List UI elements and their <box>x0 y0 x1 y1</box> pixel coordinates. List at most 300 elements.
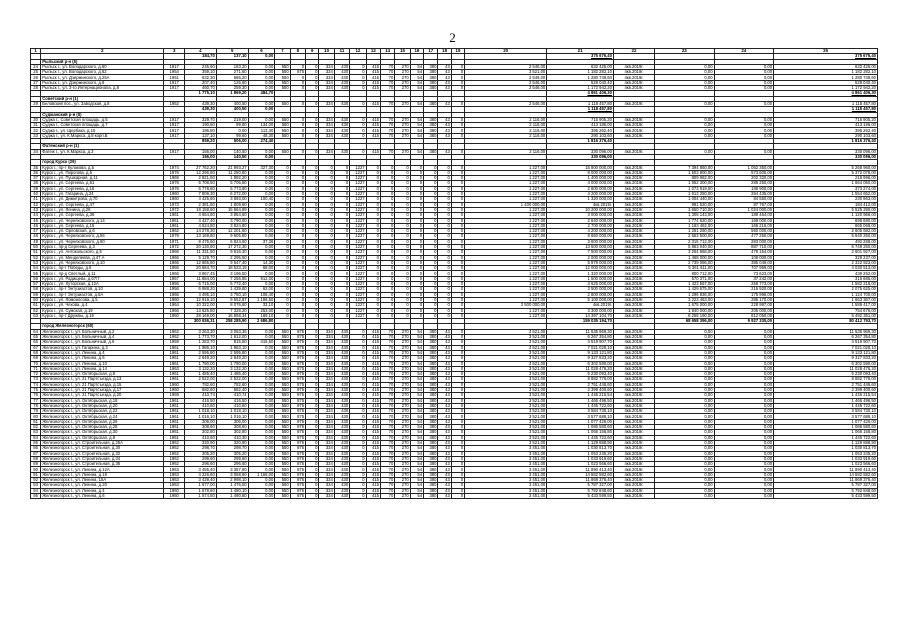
table-cell: 570 371,00 <box>655 276 715 281</box>
address-cell: Железногорск г., ул. Строительная, д.36 <box>41 462 164 467</box>
table-cell: 1 227,00 <box>465 271 547 276</box>
table-cell: 7 809,30 <box>184 192 216 197</box>
table-cell: 4кв.2019г. <box>613 297 654 302</box>
table-cell: 2 295,50 <box>216 255 248 260</box>
table-cell: 52 <box>31 255 41 260</box>
table-cell: 0,00 <box>248 223 275 228</box>
table-cell: 270 <box>395 80 410 85</box>
table-cell: 3 132,20 <box>184 366 216 371</box>
table-cell: 3 521,00 <box>465 403 547 408</box>
table-cell: 0,00 <box>248 170 275 175</box>
table-cell: 0 <box>306 266 319 271</box>
table-cell: 1 869,20 <box>216 91 248 96</box>
table-cell: 11 028 476,20 <box>547 366 614 371</box>
table-cell: 0 <box>275 297 290 302</box>
table-cell: 4кв.2019г. <box>613 266 654 271</box>
table-cell: 70 <box>380 64 394 69</box>
table-cell: 1227 <box>350 313 366 318</box>
table-cell: 4кв.2019г. <box>613 329 654 334</box>
table-cell: 1961 <box>164 377 185 382</box>
table-cell: 43 <box>438 409 451 414</box>
table-cell: 4кв.2019г. <box>613 165 654 170</box>
table-cell: 0,00 <box>714 340 774 345</box>
table-cell: 0 <box>306 186 319 191</box>
table-cell: 5 792 848,60 <box>774 488 878 493</box>
table-cell: 0 <box>410 271 423 276</box>
table-cell: 70 <box>380 340 394 345</box>
table-cell: 0 <box>334 192 349 197</box>
table-cell: 2 605 682,00 <box>774 229 878 234</box>
table-cell: 3 521,00 <box>465 414 547 419</box>
table-cell: 0,00 <box>655 398 715 403</box>
table-cell: 4кв.2019г. <box>613 340 654 345</box>
table-cell: 1227 <box>350 250 366 255</box>
table-cell: 415 <box>366 393 380 398</box>
table-cell: 1961 <box>164 425 185 430</box>
table-cell: 54 <box>410 403 423 408</box>
table-cell: 0 <box>334 234 349 239</box>
table-cell: 0 <box>380 197 394 202</box>
table-cell: 15 664,89 <box>216 207 248 212</box>
table-cell: 439 252,00 <box>774 271 878 276</box>
table-cell: 1 023 566,60 <box>774 462 878 467</box>
table-cell: 169,10 <box>248 313 275 318</box>
table-cell: 70 <box>380 117 394 122</box>
table-cell: 302,80 <box>184 430 216 435</box>
table-cell: 0 <box>290 266 305 271</box>
table-cell: 0 <box>424 192 438 197</box>
address-cell: Курск г., пр-т Дружбы, д.19 <box>41 313 164 318</box>
table-cell: 334 <box>319 488 334 493</box>
table-cell: 0 <box>410 186 423 191</box>
table-cell: 95 <box>31 493 41 498</box>
table-cell: 271,60 <box>216 70 248 75</box>
table-cell: 1 227,00 <box>465 308 547 313</box>
table-cell: 0 <box>424 207 438 212</box>
table-cell: 270 <box>395 430 410 435</box>
table-cell: 0 <box>424 250 438 255</box>
table-cell: 875 <box>290 483 305 488</box>
table-cell: 0 <box>334 244 349 249</box>
table-cell: 0 <box>319 244 334 249</box>
table-cell: 270 <box>395 372 410 377</box>
table-cell: 0 <box>451 493 464 498</box>
table-cell: 4кв.2019г. <box>613 128 654 133</box>
table-cell: 550 <box>275 414 290 419</box>
address-cell: Курск г., ул. Менделеева, д.47 А <box>41 255 164 260</box>
table-cell: 0 <box>395 202 410 207</box>
table-cell: 3 263,30 <box>184 329 216 334</box>
table-cell: 334 <box>319 403 334 408</box>
table-cell: 1 774 620,00 <box>655 218 715 223</box>
table-cell: 0 <box>380 303 394 308</box>
table-cell: 330 096,00 <box>547 154 614 159</box>
table-cell: 1 077 426,00 <box>774 419 878 424</box>
table-cell: 0 <box>366 207 380 212</box>
table-cell: 1 678,60 <box>184 488 216 493</box>
table-cell: 0 <box>306 133 319 138</box>
table-cell: 4 519 907,70 <box>547 340 614 345</box>
table-cell: 0 <box>380 266 394 271</box>
table-cell: 3 521,00 <box>465 409 547 414</box>
table-cell: 70 <box>380 430 394 435</box>
table-cell: 0,00 <box>248 107 275 112</box>
register-table-container <box>30 48 878 499</box>
table-cell: 0 <box>451 176 464 181</box>
table-cell: 0 <box>424 176 438 181</box>
table-cell: 43 <box>438 80 451 85</box>
table-cell: 183,20 <box>216 64 248 69</box>
table-cell: 43 <box>438 393 451 398</box>
table-cell: 137,10 <box>184 133 216 138</box>
table-cell: 875 <box>290 398 305 403</box>
table-cell: 0 <box>451 456 464 461</box>
table-cell: 875 <box>290 393 305 398</box>
table-cell: 0 <box>410 207 423 212</box>
table-cell: 4кв.2019г. <box>613 350 654 355</box>
table-cell: 380 <box>424 335 438 340</box>
table-cell: 270 <box>395 388 410 393</box>
table-cell: 0 <box>451 181 464 186</box>
column-number: 25 <box>774 49 878 54</box>
table-cell: 0 <box>424 170 438 175</box>
table-cell: 0 <box>306 435 319 440</box>
table-cell: 270 <box>395 64 410 69</box>
table-cell: 4 495,10 <box>184 292 216 297</box>
table-cell: 0 <box>380 234 394 239</box>
table-cell: 316 685,00 <box>774 276 878 281</box>
table-cell: 0 <box>306 414 319 419</box>
table-cell: 70 <box>380 356 394 361</box>
table-cell: 380 <box>424 101 438 106</box>
table-cell: 0 <box>319 250 334 255</box>
table-cell: 54 <box>410 123 423 128</box>
table-cell: 270 <box>395 446 410 451</box>
table-cell: 1 816 376,40 <box>547 139 614 144</box>
table-cell: 3 577 688,10 <box>547 414 614 419</box>
table-cell: 0,00 <box>655 350 715 355</box>
table-cell: 334 <box>319 393 334 398</box>
table-cell: 560 000,00 <box>714 229 774 234</box>
table-cell: 0 <box>451 101 464 106</box>
table-cell: 0 <box>380 250 394 255</box>
table-cell: 70 <box>380 75 394 80</box>
table-cell: 0 <box>395 292 410 297</box>
table-cell: 270 <box>395 366 410 371</box>
table-cell: 43 <box>438 123 451 128</box>
table-cell: 0 <box>290 282 305 287</box>
table-cell: 334 <box>319 414 334 419</box>
table-cell: 0 <box>451 398 464 403</box>
address-cell: Курск г., ул. Радищева, д.67/7 <box>41 276 164 281</box>
table-cell: 270 <box>395 440 410 445</box>
table-cell: 1961 <box>164 435 185 440</box>
table-cell: 8 076,60 <box>216 303 248 308</box>
table-cell: 0 <box>410 297 423 302</box>
table-cell: 875 <box>290 335 305 340</box>
table-cell: 1 446 215,54 <box>774 393 878 398</box>
table-cell: 0 <box>451 223 464 228</box>
table-cell: 0 <box>306 377 319 382</box>
table-cell: 0 <box>306 260 319 265</box>
table-cell: 70 <box>380 133 394 138</box>
table-cell: 0 <box>306 308 319 313</box>
address-cell: Курск г., пр-т Победы, д.5 <box>41 266 164 271</box>
table-cell: 0,00 <box>655 419 715 424</box>
table-cell: 0 <box>438 313 451 318</box>
table-cell: 70 <box>380 467 394 472</box>
table-cell: 0 <box>395 213 410 218</box>
table-cell: 550 <box>275 430 290 435</box>
table-cell: 875 <box>290 478 305 483</box>
table-cell: 550 <box>275 70 290 75</box>
table-cell: 0 <box>306 335 319 340</box>
table-cell: 415 <box>366 345 380 350</box>
table-cell: 5 640 250,00 <box>774 234 878 239</box>
table-cell: 2 546,00 <box>465 64 547 69</box>
address-cell: Железногорск г., ул. Больничный, д.4 <box>41 335 164 340</box>
table-cell: 0 <box>306 197 319 202</box>
table-cell: 415 <box>366 80 380 85</box>
table-cell: 1 400 000,00 <box>465 202 547 207</box>
table-cell: 334 <box>319 80 334 85</box>
table-cell: 0 <box>334 260 349 265</box>
table-cell: 54 <box>410 483 423 488</box>
table-cell: 0 <box>380 207 394 212</box>
table-cell: 0 <box>306 75 319 80</box>
table-cell: 0 <box>366 282 380 287</box>
table-cell: 334 <box>319 451 334 456</box>
table-cell: 550 <box>275 350 290 355</box>
table-cell: 6 715,00 <box>184 282 216 287</box>
table-cell: 1963 <box>164 366 185 371</box>
table-cell: 875 <box>290 388 305 393</box>
table-cell: 0,00 <box>248 393 275 398</box>
table-cell: 43 <box>438 75 451 80</box>
table-cell: 0 <box>306 478 319 483</box>
table-cell: 4кв.2019г. <box>613 335 654 340</box>
table-cell: 3 521,00 <box>465 388 547 393</box>
table-cell: 334 <box>319 86 334 91</box>
table-cell: 270 <box>395 398 410 403</box>
table-cell: 0 <box>451 303 464 308</box>
table-cell: 0 <box>451 202 464 207</box>
table-cell: 0,00 <box>655 149 715 154</box>
table-cell: 0,00 <box>248 86 275 91</box>
table-cell: 4кв.2019г. <box>613 86 654 91</box>
table-cell: 875 <box>290 382 305 387</box>
table-cell: 0 <box>319 303 334 308</box>
table-cell: 270 <box>395 462 410 467</box>
table-cell: 430 <box>334 467 349 472</box>
table-cell: 2 000 000,00 <box>547 255 614 260</box>
table-cell: 4кв.2019г. <box>613 117 654 122</box>
table-cell: 550 <box>275 372 290 377</box>
table-cell: 0 <box>334 282 349 287</box>
table-cell: 1966 <box>164 271 185 276</box>
table-cell: 0,00 <box>655 335 715 340</box>
table-cell: 137,10 <box>216 54 248 59</box>
table-cell: 0 <box>290 133 305 138</box>
table-cell: 43 <box>438 133 451 138</box>
table-cell: 875 <box>290 372 305 377</box>
table-cell: 0 <box>451 207 464 212</box>
table-cell: 380 <box>424 356 438 361</box>
table-cell: 550 <box>275 478 290 483</box>
table-cell: 1960 <box>164 388 185 393</box>
table-cell: 0 <box>451 414 464 419</box>
table-cell: 415 <box>366 472 380 477</box>
table-cell: 29 <box>31 101 41 106</box>
table-cell: 0 <box>366 186 380 191</box>
table-cell: 0 <box>451 271 464 276</box>
table-cell: 4кв.2019г. <box>613 462 654 467</box>
table-cell: 380 <box>424 478 438 483</box>
table-cell: 0 <box>451 170 464 175</box>
column-number: 14 <box>380 49 394 54</box>
table-cell: 7 328,20 <box>216 308 248 313</box>
table-cell: 54 <box>410 117 423 122</box>
table-cell: 0 <box>424 255 438 260</box>
table-cell: 2 751 446,60 <box>774 382 878 387</box>
table-cell: 0 <box>275 239 290 244</box>
address-cell: Курск г., ул. Сергеева, д.36 <box>41 213 164 218</box>
table-cell: 5 863 040,00 <box>655 244 715 249</box>
table-cell: 54 <box>410 462 423 467</box>
table-cell: 270 <box>395 478 410 483</box>
register-table <box>30 48 878 499</box>
table-cell: 0 <box>350 398 366 403</box>
table-cell: 0 <box>306 483 319 488</box>
table-cell: 0 <box>395 313 410 318</box>
table-cell: 430 <box>334 483 349 488</box>
table-cell: 991 520,00 <box>655 202 715 207</box>
table-cell: 0 <box>366 303 380 308</box>
table-cell: 41 <box>31 197 41 202</box>
column-number: 10 <box>319 49 334 54</box>
table-cell: 380 <box>424 456 438 461</box>
table-cell: 1 077 426,00 <box>547 419 614 424</box>
table-cell: 43 <box>438 345 451 350</box>
table-cell: 0 <box>438 229 451 234</box>
table-cell: 90 <box>31 467 41 472</box>
table-cell: 184 412,00 <box>774 202 878 207</box>
table-cell: 430 <box>334 430 349 435</box>
table-cell: 0 <box>424 276 438 281</box>
table-cell: 0 <box>366 202 380 207</box>
table-cell: 175 996,00 <box>714 292 774 297</box>
table-cell: 415 <box>366 133 380 138</box>
table-cell: 54 <box>410 493 423 498</box>
table-cell: 0 <box>319 165 334 170</box>
table-cell: 430 <box>334 335 349 340</box>
table-cell: 430 <box>334 123 349 128</box>
table-cell: 0 <box>366 271 380 276</box>
table-cell: 1961 <box>164 350 185 355</box>
table-cell: 0 <box>438 244 451 249</box>
table-cell: 0,00 <box>655 467 715 472</box>
table-cell: 68 658 396,00 <box>655 319 715 324</box>
table-cell: 6 302 590,00 <box>547 361 614 366</box>
address-cell: Курск г., ул. Сергеева, д.51 <box>41 181 164 186</box>
table-cell: 0 <box>334 229 349 234</box>
table-cell: 0 <box>424 297 438 302</box>
table-cell: 89 <box>31 462 41 467</box>
table-cell: 665 068,00 <box>774 223 878 228</box>
table-cell: 1 118 457,80 <box>774 107 878 112</box>
table-cell: 10 322,00 <box>184 303 216 308</box>
table-cell: 0 <box>410 229 423 234</box>
table-cell: 54 <box>410 472 423 477</box>
table-cell: 270 <box>395 149 410 154</box>
table-cell: 0,00 <box>248 493 275 498</box>
table-cell: 875 <box>290 356 305 361</box>
table-cell: 0 <box>410 260 423 265</box>
table-cell: 550 <box>275 451 290 456</box>
table-cell: 1 053 245,20 <box>547 451 614 456</box>
table-cell: 0 <box>275 170 290 175</box>
table-cell: 0 <box>451 345 464 350</box>
table-cell: 0,00 <box>655 64 715 69</box>
table-cell: 0,00 <box>248 388 275 393</box>
table-cell: 0 <box>275 176 290 181</box>
table-cell: 1973 <box>164 202 185 207</box>
table-cell: 0 <box>350 488 366 493</box>
table-cell: 3 451,00 <box>465 488 547 493</box>
table-cell: 0 <box>451 149 464 154</box>
table-cell: 258 285,90 <box>216 319 248 324</box>
table-cell: 0,00 <box>248 440 275 445</box>
table-cell: 550 <box>275 419 290 424</box>
table-cell: 1960 <box>164 197 185 202</box>
table-cell: 0 <box>306 218 319 223</box>
table-cell: 3 223 463,00 <box>655 297 715 302</box>
table-cell: 0 <box>290 207 305 212</box>
table-cell: 0 <box>306 176 319 181</box>
table-cell: 430 <box>334 403 349 408</box>
table-cell: 0 <box>306 446 319 451</box>
table-cell: 9 616,30 <box>216 250 248 255</box>
table-cell: 253,00 <box>248 308 275 313</box>
table-cell: 0 <box>290 244 305 249</box>
address-cell: Железногорск г., ул. Строительная, д.30 <box>41 446 164 451</box>
table-cell: 0 <box>451 313 464 318</box>
table-cell: 0 <box>380 218 394 223</box>
table-cell: 320,90 <box>184 440 216 445</box>
table-cell: 70 <box>380 388 394 393</box>
table-cell: 0 <box>290 186 305 191</box>
table-cell: 2 821,50 <box>184 176 216 181</box>
table-cell: 5 372 078,00 <box>774 170 878 175</box>
address-cell: Курск г., пр-т Кулакова, д.5 <box>41 165 164 170</box>
address-cell: Курск г., ул. Черняховского, д.60 <box>41 239 164 244</box>
table-cell: 0,00 <box>248 366 275 371</box>
table-cell: 54 <box>410 382 423 387</box>
table-cell: 11 684,00 <box>184 276 216 281</box>
table-cell: 0,00 <box>248 350 275 355</box>
table-cell: 0 <box>350 80 366 85</box>
table-cell: 0 <box>424 229 438 234</box>
table-cell: 1961 <box>164 223 185 228</box>
table-cell: 416,50 <box>216 398 248 403</box>
table-cell: 0,00 <box>714 361 774 366</box>
table-cell: 0 <box>319 186 334 191</box>
table-cell: 54 <box>410 345 423 350</box>
address-cell: Железногорск г., ул. Ленина, д.18 <box>41 472 164 477</box>
table-cell: 550 <box>275 101 290 106</box>
table-cell: 2 653 500,00 <box>655 234 715 239</box>
table-cell: 573 600,00 <box>714 170 774 175</box>
